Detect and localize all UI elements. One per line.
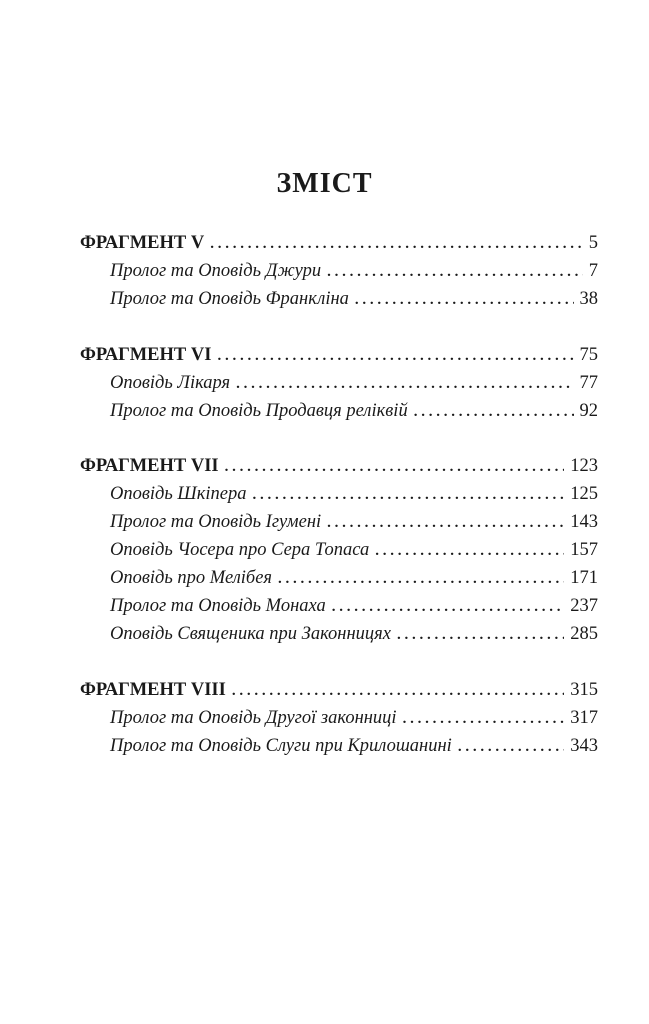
toc-entry[interactable] <box>110 397 598 425</box>
entry-title: Пролог та Оповідь Джури <box>110 261 322 281</box>
page-number: 92 <box>579 401 598 421</box>
toc-entry[interactable] <box>110 732 598 760</box>
page-number: 315 <box>570 680 598 700</box>
page-number: 75 <box>579 345 598 365</box>
page-number: 123 <box>570 456 598 476</box>
toc-entry[interactable] <box>110 592 598 620</box>
page-number: 237 <box>570 596 598 616</box>
page-number: 125 <box>570 484 598 504</box>
dot-leader <box>332 593 565 621</box>
entry-title: Пролог та Оповідь Продавця реліквій <box>110 401 408 421</box>
toc-section-heading[interactable] <box>80 676 598 704</box>
page-number: 317 <box>570 708 598 728</box>
dot-leader <box>355 286 574 314</box>
toc-section-heading[interactable] <box>80 229 598 257</box>
dot-leader <box>375 537 564 565</box>
dot-leader <box>458 733 564 761</box>
entry-title: Пролог та Оповідь Другої законниці <box>110 708 397 728</box>
dot-leader <box>210 230 583 258</box>
toc-entry[interactable] <box>110 508 598 536</box>
page-number: 171 <box>570 568 598 588</box>
entry-title: Пролог та Оповідь Франкліна <box>110 289 349 309</box>
dot-leader <box>252 481 564 509</box>
page-number: 5 <box>588 233 598 253</box>
page-number: 285 <box>570 624 598 644</box>
page-number: 143 <box>570 512 598 532</box>
entry-title: Оповідь Чосера про Сера Топаса <box>110 540 370 560</box>
toc-entry[interactable] <box>110 620 598 648</box>
toc-section-heading[interactable] <box>80 341 598 369</box>
toc-section-heading[interactable] <box>80 452 598 480</box>
entry-title: Пролог та Оповідь Ігумені <box>110 512 322 532</box>
section-title: ФРАГМЕНТ VII <box>80 456 219 476</box>
dot-leader <box>327 258 583 286</box>
entry-title: Оповідь Священика при Законницях <box>110 624 391 644</box>
entry-title: Оповідь Лікаря <box>110 373 231 393</box>
page-number: 38 <box>579 289 598 309</box>
dot-leader <box>278 565 564 593</box>
entry-title: Оповідь про Мелібея <box>110 568 273 588</box>
toc-title: ЗМІСТ <box>276 168 373 199</box>
section-title: ФРАГМЕНТ V <box>80 233 205 253</box>
dot-leader <box>327 509 564 537</box>
dot-leader <box>403 705 565 733</box>
dot-leader <box>232 677 564 705</box>
toc-entry[interactable] <box>110 285 598 313</box>
section-title: ФРАГМЕНТ VI <box>80 345 212 365</box>
page-number: 157 <box>570 540 598 560</box>
page-number: 343 <box>570 736 598 756</box>
toc-entry[interactable] <box>110 536 598 564</box>
toc-entry[interactable] <box>110 480 598 508</box>
section-title: ФРАГМЕНТ VIII <box>80 680 226 700</box>
page-number: 77 <box>579 373 598 393</box>
entry-title: Пролог та Оповідь Монаха <box>110 596 326 616</box>
dot-leader <box>217 342 573 370</box>
dot-leader <box>236 370 573 398</box>
toc-entry[interactable] <box>110 257 598 285</box>
dot-leader <box>414 398 574 426</box>
toc-entry[interactable] <box>110 369 598 397</box>
toc-entry[interactable] <box>110 564 598 592</box>
dot-leader <box>225 453 565 481</box>
page-number: 7 <box>588 261 598 281</box>
dot-leader <box>397 621 564 649</box>
toc-entry[interactable] <box>110 704 598 732</box>
entry-title: Пролог та Оповідь Слуги при Крилошанині <box>110 736 452 756</box>
entry-title: Оповідь Шкіпера <box>110 484 247 504</box>
